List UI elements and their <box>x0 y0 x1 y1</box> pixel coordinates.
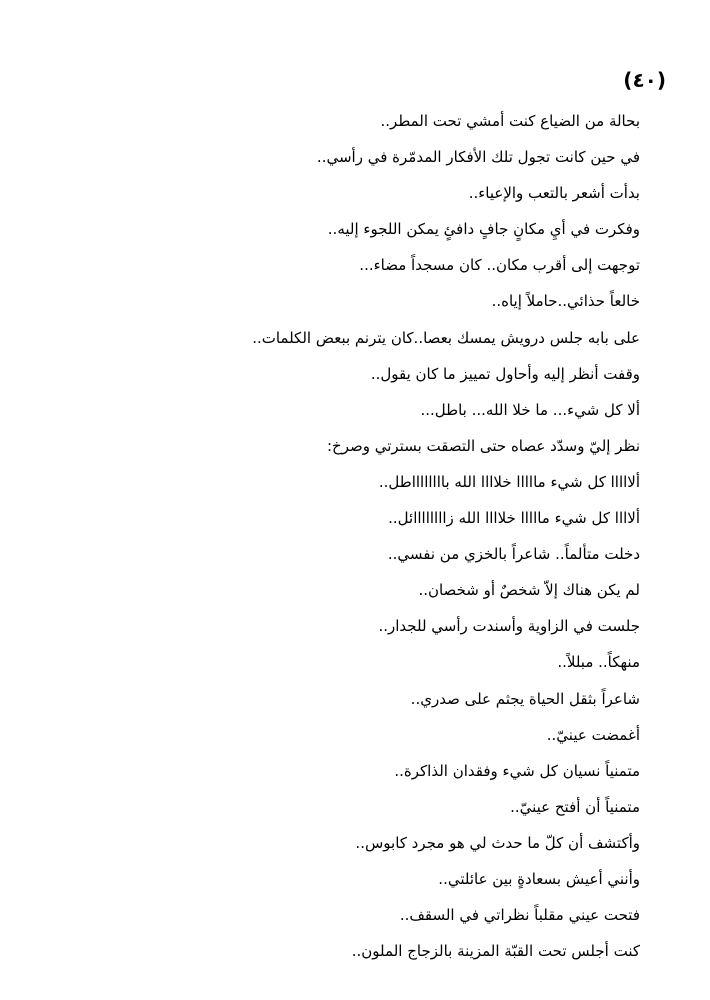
page-number: (٤٠) <box>623 68 666 92</box>
text-line: نظر إليّ وسدّد عصاه حتى التصقت بسترتي وصرخ: <box>326 436 640 455</box>
text-line: ألا كل شيء... ما خلا الله... باطل... <box>420 400 640 419</box>
text-body <box>80 103 640 969</box>
text-line: خالعاً حذائي..حاملاً إياه.. <box>491 292 640 311</box>
text-line: لم يكن هناك إلاّ شخصٌ أو شخصان.. <box>418 581 640 600</box>
text-line: في حين كانت تجول تلك الأفكار المدمّرة في رأسي.. <box>316 148 640 167</box>
text-line: توجهت إلى أقرب مكان.. كان مسجداً مضاء... <box>359 256 640 275</box>
text-line: وأنني أعيش بسعادةٍ بين عائلتي.. <box>438 869 640 888</box>
text-line: فتحت عيني مقلباً نظراتي في السقف.. <box>399 906 640 925</box>
text-line: ألاااا كل شيء مااااا خلاااا الله زاااااااائل.. <box>388 509 640 528</box>
text-line: بدأت أشعر بالتعب والإعياء.. <box>468 184 640 203</box>
text-line: كنت أجلس تحت القبّة المزينة بالزجاج الملون.. <box>351 942 640 961</box>
text-line: أغمضت عينيّ.. <box>546 725 640 744</box>
text-line: شاعراً بثقل الحياة يجثم على صدري.. <box>410 689 640 708</box>
text-line: بحالة من الضياع كنت أمشي تحت المطر.. <box>380 112 640 130</box>
text-line: دخلت متألماً.. شاعراً بالخزي من نفسي.. <box>387 545 640 564</box>
text-line: على بابه جلس درويش يمسك بعصا..كان يترنم ببعض الكلمات.. <box>252 328 640 347</box>
text-line: وقفت أنظر إليه وأحاول تمييز ما كان يقول.. <box>370 364 640 383</box>
text-line: وفكرت في أيِ مكانٍ جافٍ دافئٍ يمكن اللجوء إليه.. <box>327 220 640 239</box>
text-line: متمنياً أن أفتح عينيّ.. <box>510 797 640 816</box>
text-line: منهكاً.. مبللاً.. <box>557 653 640 672</box>
text-line: جلست في الزاوية وأسندت رأسي للجدار.. <box>378 617 640 636</box>
text-line: وأكتشف أن كلّ ما حدث لي هو مجرد كابوس.. <box>355 833 640 852</box>
text-line: ألااااا كل شيء مااااا خلاااا الله بااااااااطل.. <box>378 472 640 491</box>
text-line: متمنياً نسيان كل شيء وفقدان الذاكرة.. <box>394 761 640 780</box>
